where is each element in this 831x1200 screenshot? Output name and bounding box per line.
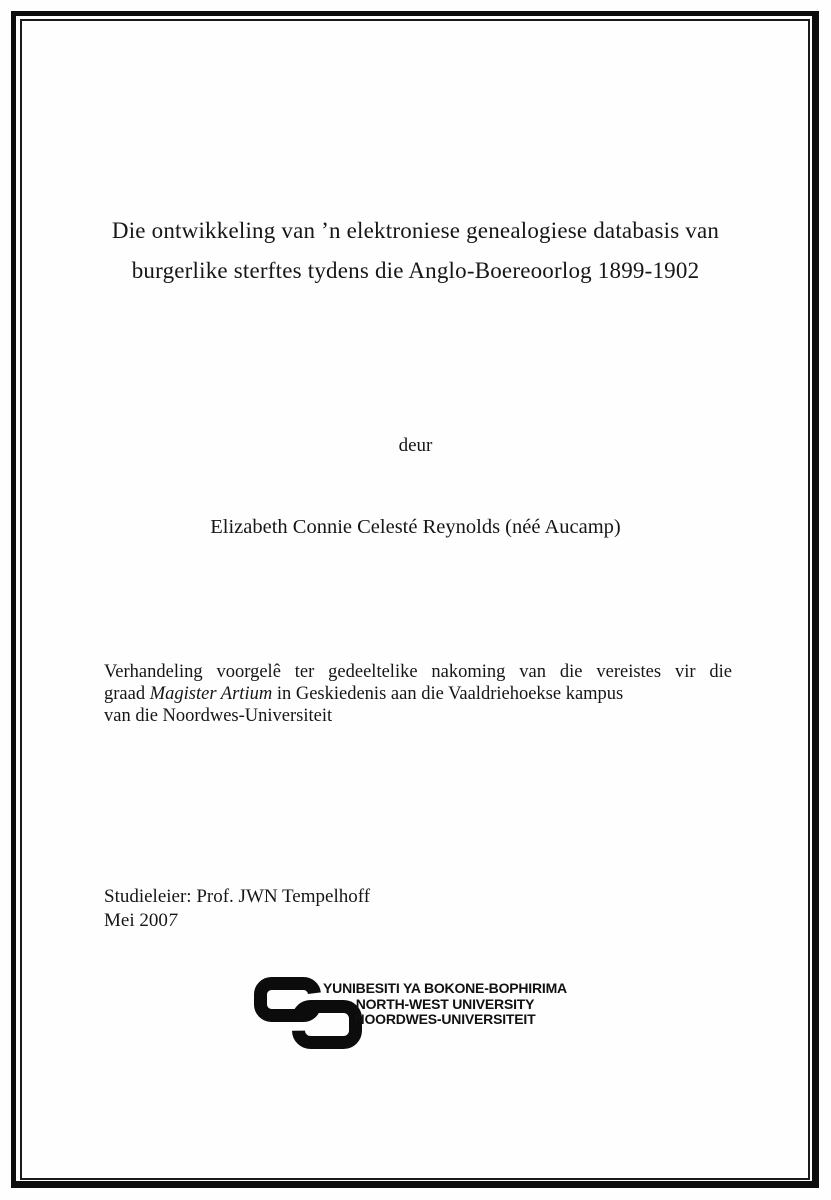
byline-label: deur <box>398 435 433 456</box>
degree-statement-line-2-pre: graad <box>104 683 150 704</box>
degree-name-italic: Magister Artium <box>149 683 273 704</box>
date-line <box>104 909 370 933</box>
degree-statement-line-2 <box>104 684 732 706</box>
logo-text-setswana: YUNIBESITI YA BOKONE-BOPHIRIMA <box>323 980 567 996</box>
date-prefix: Mei 200 <box>104 909 168 931</box>
university-logo-text <box>316 981 574 1028</box>
date-last-digit: 7 <box>166 909 179 931</box>
degree-statement-line-2-post: in Geskiedenis aan die Vaaldriehoekse kampus <box>272 683 624 704</box>
logo-text-afrikaans: NOORDWES-UNIVERSITEIT <box>354 1011 536 1028</box>
supervisor-line: Studieleier: Prof. JWN Tempelhoff <box>104 886 371 907</box>
degree-statement-line-3: van die Noordwes-Universiteit <box>104 705 333 726</box>
supervisor-block <box>104 885 370 932</box>
thesis-title-line-1: Die ontwikkeling van ’n elektroniese genealogiese databasis van <box>111 218 720 243</box>
degree-statement-line-1: Verhandeling voorgelê ter gedeeltelike nakoming van die vereistes vir die <box>104 662 732 682</box>
degree-statement <box>104 662 732 727</box>
thesis-title <box>0 211 831 291</box>
author-name: Elizabeth Connie Celesté Reynolds (néé Aucamp) <box>210 516 621 538</box>
logo-text-english: NORTH-WEST UNIVERSITY <box>355 995 535 1012</box>
university-logo <box>254 976 584 1056</box>
thesis-title-line-2: burgerlike sterftes tydens die Anglo-Boereoorlog 1899-1902 <box>131 258 700 283</box>
